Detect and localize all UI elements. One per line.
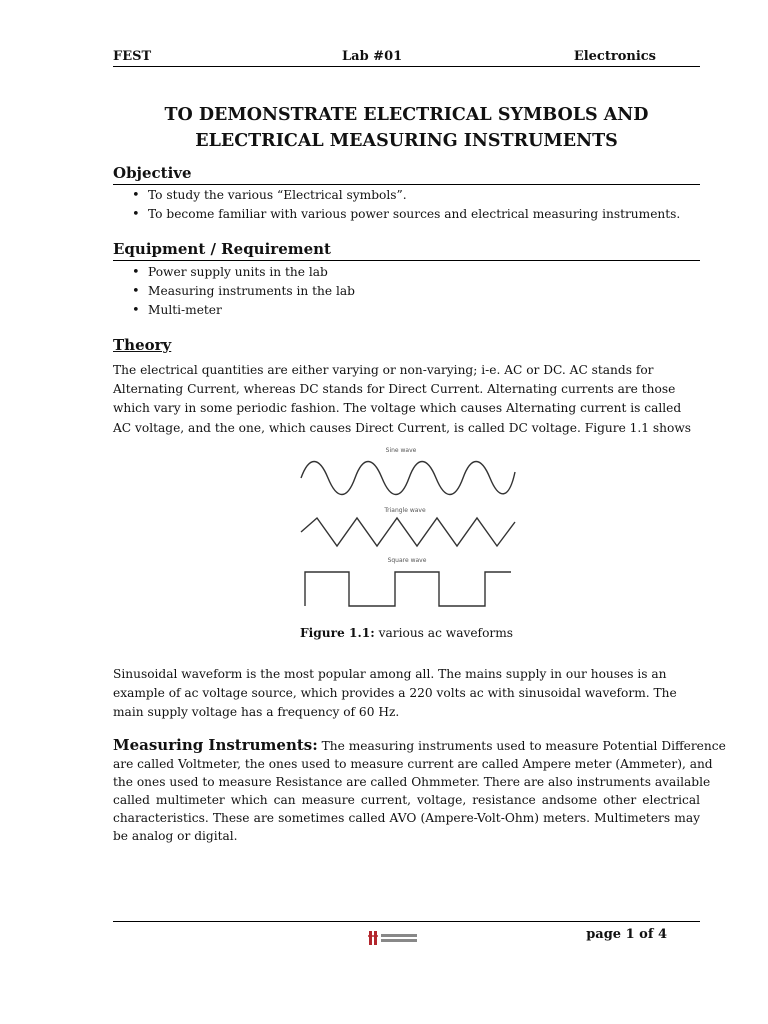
- square-label: Square wave: [387, 557, 427, 564]
- university-logo: [367, 928, 421, 948]
- text-line: be analog or digital.: [113, 829, 238, 843]
- measuring-first: The measuring instruments used to measure Potential Difference: [317, 739, 726, 753]
- text-line: called multimeter which can measure current, voltage, resistance andsome other electrical: [113, 793, 700, 807]
- measuring-paragraph: [113, 736, 726, 845]
- triangle-label: Triangle wave: [384, 507, 426, 514]
- caption-label: Figure 1.1:: [299, 626, 375, 640]
- text-line: Sinusoidal waveform is the most popular among all. The mains supply in our houses is an: [113, 667, 667, 681]
- text-line: the ones used to measure Resistance are called Ohmmeter. There are also instruments available: [113, 775, 711, 789]
- objective-heading: Objective: [113, 164, 700, 185]
- text-line: which vary in some periodic fashion. The voltage which causes Alternating current is called: [113, 401, 682, 416]
- theory-paragraph: [113, 361, 703, 438]
- sine-wave: [301, 462, 515, 495]
- list-item: • Measuring instruments in the lab: [130, 282, 355, 301]
- title-line-1: TO DEMONSTRATE ELECTRICAL SYMBOLS AND: [164, 105, 649, 125]
- text-line: AC voltage, and the one, which causes Direct Current, is called DC voltage. Figure 1.1 shows: [113, 420, 692, 435]
- list-item: • To study the various “Electrical symbols”.: [130, 186, 680, 205]
- list-item: • To become familiar with various power sources and electrical measuring instruments.: [130, 205, 680, 224]
- theory-heading: [113, 336, 700, 356]
- text-line: The electrical quantities are either varying or non-varying; i-e. AC or DC. AC stands for: [113, 363, 654, 377]
- header-right: Electronics: [573, 49, 656, 64]
- square-wave: [305, 572, 511, 606]
- equipment-heading: Equipment / Requirement: [113, 240, 700, 261]
- waveform-figure: [297, 444, 519, 614]
- title-line-2: ELECTRICAL MEASURING INSTRUMENTS: [195, 131, 618, 151]
- header-left: FEST: [113, 49, 152, 64]
- page-number: page 1 of 4: [586, 927, 667, 942]
- theory-heading-text: Theory: [113, 336, 172, 354]
- objective-list: [130, 186, 680, 224]
- waveform-svg: [297, 444, 519, 610]
- document-title: [113, 102, 700, 154]
- footer-rule: [113, 921, 700, 922]
- text-line: Alternating Current, whereas DC stands for Direct Current. Alternating currents are those: [113, 382, 676, 397]
- triangle-wave: [301, 518, 515, 546]
- page-header: [113, 48, 700, 67]
- measuring-lead: Measuring Instruments:: [113, 736, 318, 754]
- text-line: characteristics. These are sometimes called AVO (Ampere-Volt-Ohm) meters. Multimeters may: [113, 811, 700, 825]
- text-line: are called Voltmeter, the ones used to measure current are called Ampere meter (Ammeter), and: [113, 757, 713, 771]
- figure-caption: [113, 626, 700, 640]
- list-item: • Power supply units in the lab: [130, 263, 355, 282]
- sinusoidal-paragraph: [113, 665, 703, 723]
- equipment-list: [130, 263, 355, 320]
- text-line: main supply voltage has a frequency of 60 Hz.: [113, 705, 400, 720]
- header-center: Lab #01: [342, 49, 403, 64]
- text-line: example of ac voltage source, which provides a 220 volts ac with sinusoidal waveform. The: [113, 686, 677, 701]
- text-line: [113, 736, 726, 755]
- list-item: • Multi-meter: [130, 301, 355, 320]
- sine-label: Sine wave: [385, 447, 417, 454]
- caption-text: various ac waveforms: [374, 626, 514, 640]
